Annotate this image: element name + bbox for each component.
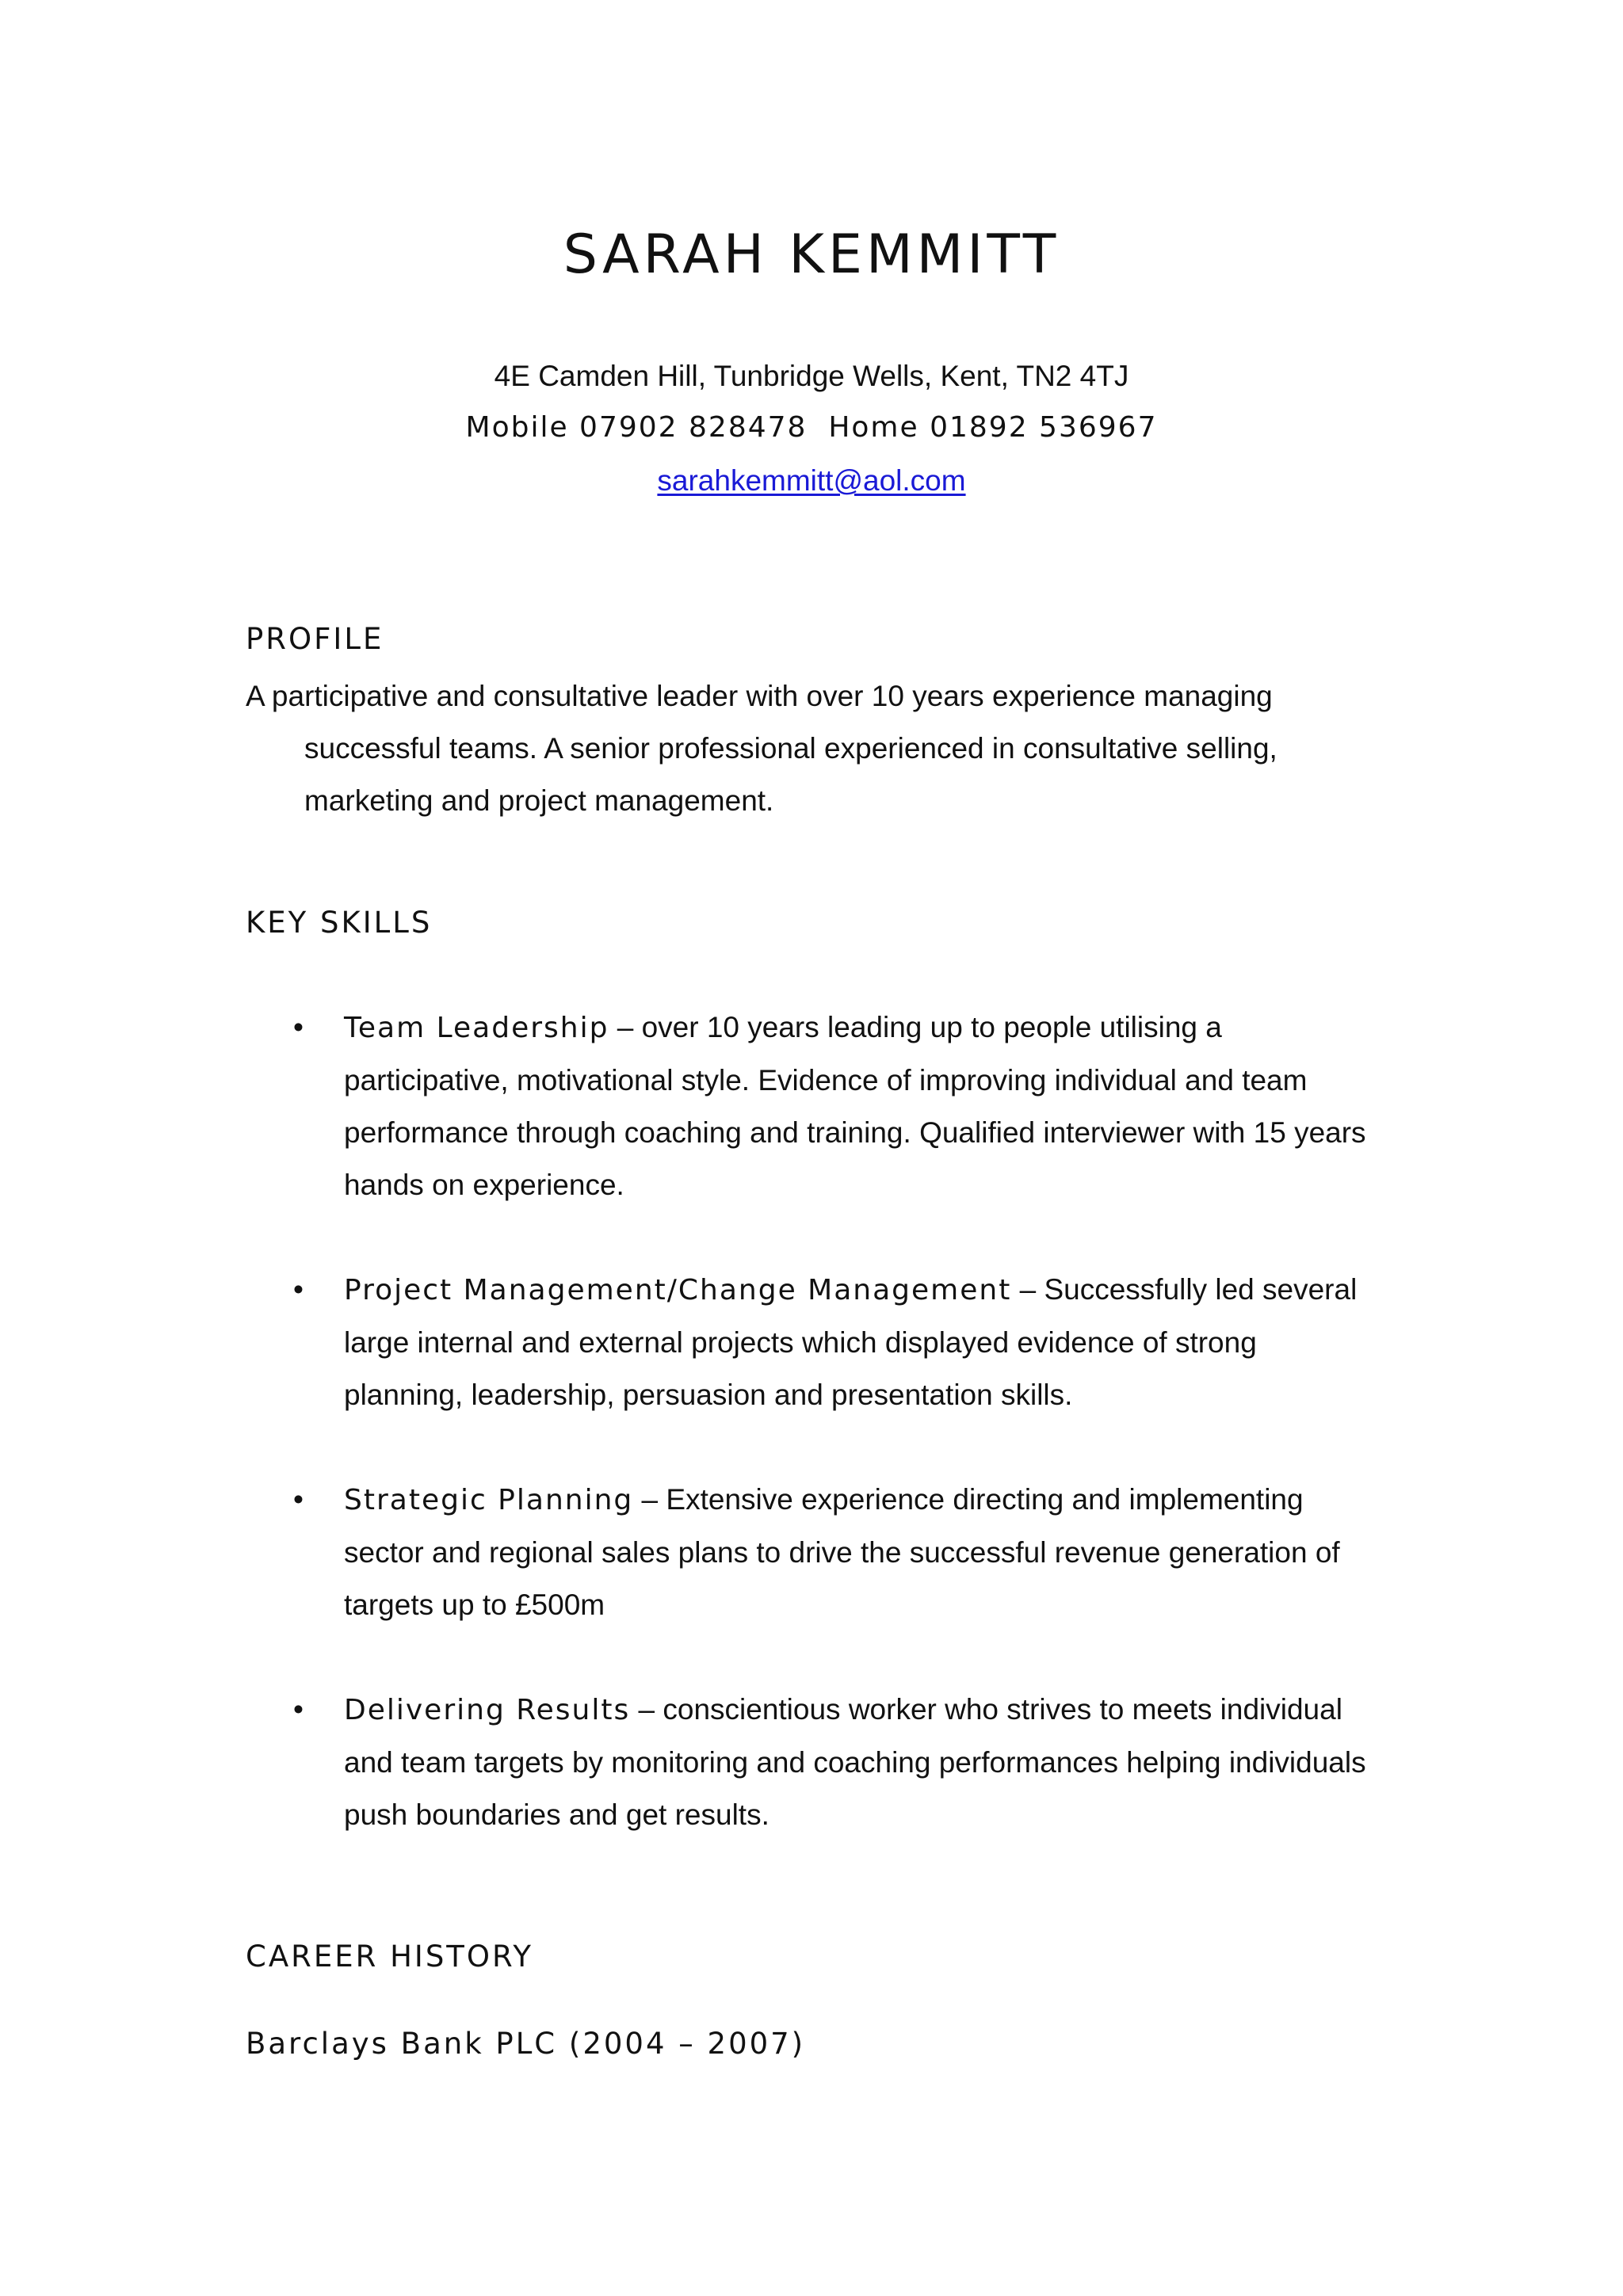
skill-description: – over 10 years leading up to people utilising a participative, motivational style. Evidence of improving individual and team performance through coaching and training. Qualified interviewer with 15 years hands on experience. xyxy=(344,1011,1366,1201)
skill-item xyxy=(246,1001,1379,1211)
skill-description: – Successfully led several large internal and external projects which displayed evidence of strong planning, leadership, persuasion and presentation skills. xyxy=(344,1273,1358,1411)
skill-title: Strategic Planning xyxy=(344,1484,634,1516)
email-link[interactable]: sarahkemmitt@aol.com xyxy=(657,464,966,497)
candidate-name: SARAH KEMMITT xyxy=(563,223,1060,286)
employer-entry: Barclays Bank PLC (2004 – 2007) xyxy=(246,2027,806,2061)
address: 4E Camden Hill, Tunbridge Wells, Kent, TN2 4TJ xyxy=(494,360,1129,392)
bullet-icon: • xyxy=(293,1273,304,1306)
skill-title: Project Management/Change Management xyxy=(344,1274,1012,1306)
skill-description: – conscientious worker who strives to meets individual and team targets by monitoring and coaching performances helping individuals push boundaries and get results. xyxy=(344,1693,1366,1831)
profile-text: A participative and consultative leader with over 10 years experience managing successful teams. A senior professional experienced in consultative selling, marketing and project management. xyxy=(246,680,1277,817)
skill-item xyxy=(246,1474,1379,1631)
skill-title: Team Leadership xyxy=(344,1012,609,1044)
key-skills-heading: KEY SKILLS xyxy=(246,906,433,940)
skill-description: – Extensive experience directing and implementing sector and regional sales plans to drive the successful revenue generation of targets up to £500m xyxy=(344,1483,1340,1621)
skill-item xyxy=(246,1684,1379,1841)
bullet-icon: • xyxy=(293,1011,304,1043)
bullet-icon: • xyxy=(293,1483,304,1516)
career-history-heading: CAREER HISTORY xyxy=(246,1939,533,1974)
email-line xyxy=(0,464,1623,498)
phone-numbers: Mobile 07902 828478 Home 01892 536967 xyxy=(465,411,1158,444)
key-skills-list xyxy=(246,1001,1379,1894)
skill-title: Delivering Results xyxy=(344,1694,631,1726)
profile-heading: PROFILE xyxy=(246,622,384,656)
bullet-icon: • xyxy=(293,1693,304,1726)
skill-item xyxy=(246,1264,1379,1421)
